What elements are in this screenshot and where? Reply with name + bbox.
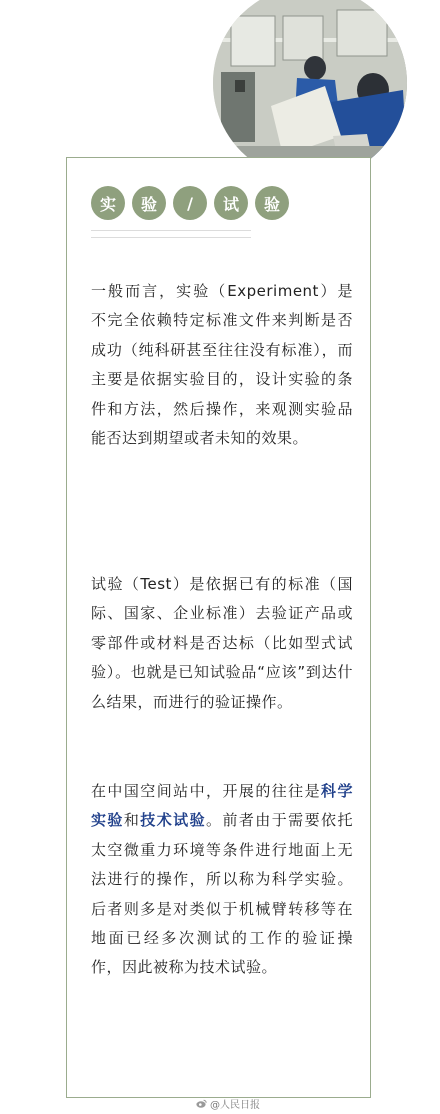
highlight-science-experiment: 科学实验 (91, 782, 353, 830)
paragraph-text: 。前者由于需要依托太空微重力环境等条件进行地面上无法进行的操作，所以称为科学实验。后者则多是对类似于机械臂转移等在地面已经多次测试的工作的验证操作，因此被称为技术试验。 (91, 811, 353, 977)
divider-line (91, 237, 251, 238)
highlight-technical-test: 技术试验 (140, 811, 207, 830)
title-badge: 验 (132, 186, 166, 220)
watermark-text: @人民日报 (210, 1100, 260, 1111)
title-badge: 实 (91, 186, 125, 220)
article-card (66, 157, 371, 1098)
astronaut-photo-illustration (213, 0, 407, 180)
paragraph-experiment: 一般而言，实验（Experiment）是不完全依赖特定标准文件来判断是否成功（纯科研甚至往往没有标准），而主要是依据实验目的，设计实验的条件和方法，然后操作，来观测实验品能否达到期望或者未知的效果。 (91, 282, 353, 448)
paragraph-text: 和 (123, 811, 141, 830)
weibo-icon (196, 1099, 207, 1108)
title-badge: / (173, 186, 207, 220)
astronaut-photo (213, 0, 407, 180)
divider-line (91, 230, 251, 231)
title-badge: 验 (255, 186, 289, 220)
paragraph-text: 在中国空间站中，开展的往往是 (91, 782, 322, 800)
paragraph-space-station (91, 777, 353, 983)
paragraph-test: 试验（Test）是依据已有的标准（国际、国家、企业标准）去验证产品或零部件或材料是否达标（比如型式试验）。也就是已知试验品“应该”到达什么结果，而进行的验证操作。 (91, 575, 353, 711)
title-badge: 试 (214, 186, 248, 220)
watermark (196, 1096, 260, 1111)
section-title (91, 186, 289, 220)
